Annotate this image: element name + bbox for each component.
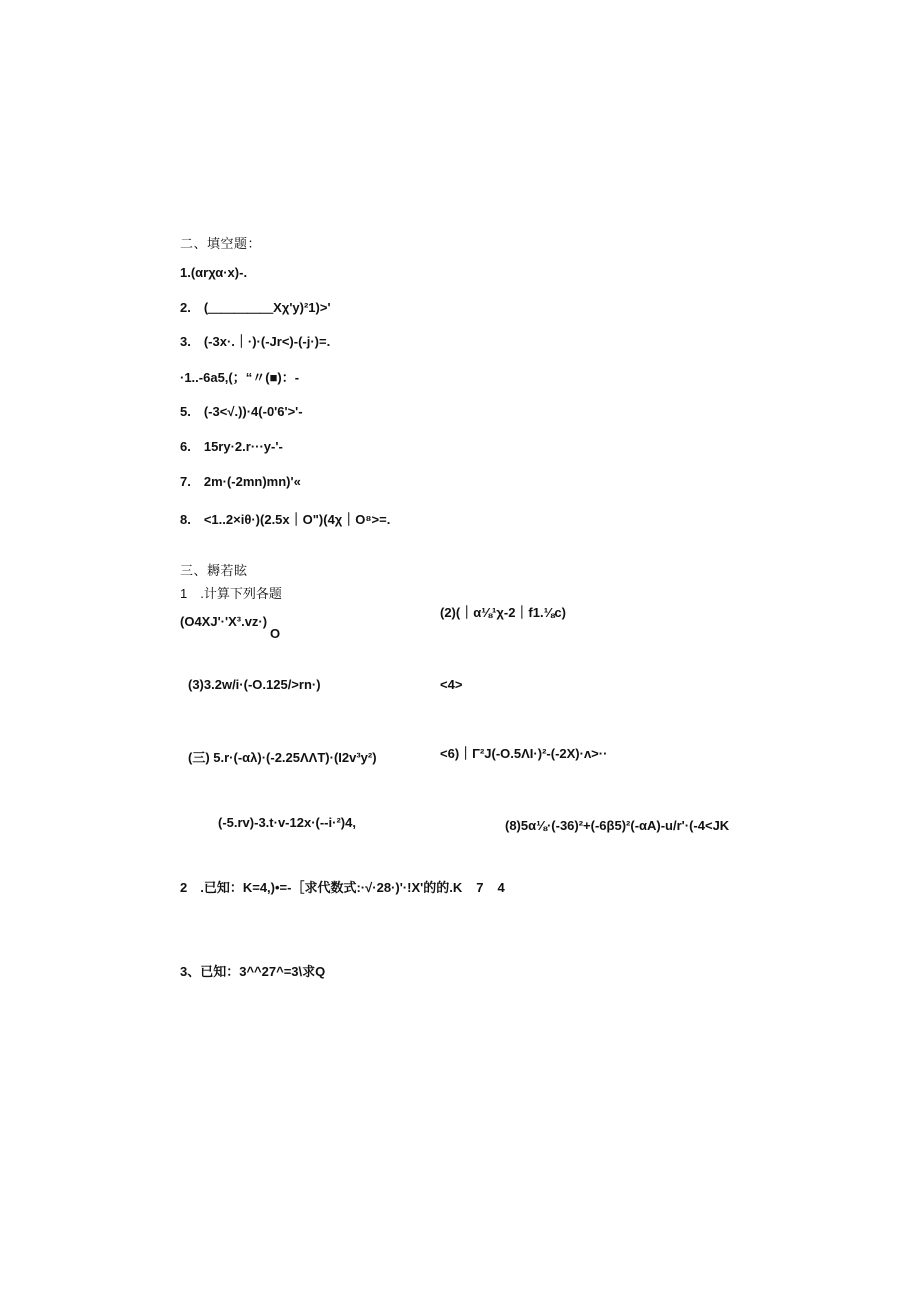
fill-item-4: ·1..-6a5,(；“〃(■)：- xyxy=(180,370,300,385)
problem-2: (2)(｜α⅛¹χ-2｜f1.⅛c) xyxy=(440,605,566,620)
section-2-heading: 二、填空题： xyxy=(180,236,262,251)
question-3: 3、已知：3^^27^=3\求Q xyxy=(180,964,326,979)
question-2-text: 2 .已知：K=4,)•=-［求代数式:·√·28·)'·!X'的的.K xyxy=(180,880,463,895)
question-2-number-a: 7 xyxy=(476,880,484,895)
fill-item-7: 7. 2m·(-2mn)mn)'« xyxy=(180,474,301,489)
fill-item-1: 1.(αrχα·x)-. xyxy=(180,265,248,280)
fill-item-6: 6. 15ry·2.r···y-'- xyxy=(180,439,283,454)
problem-1-suffix: O xyxy=(270,626,281,641)
question-2 xyxy=(180,880,505,896)
problem-8: (8)5α⅛·(-36)²+(-6β5)²(-αA)-u/r'·(-4<JK xyxy=(505,818,730,833)
section-3-heading: 三、耨若眩 xyxy=(180,563,248,578)
question-2-number-b: 4 xyxy=(497,880,505,895)
problem-7: (-5.rv)-3.t·v-12x·(--i·²)4, xyxy=(218,815,356,830)
fill-item-3: 3. (-3x·.｜·)·(-Jr<)-(-j·)=. xyxy=(180,334,331,349)
problem-5: (三) 5.r·(-αλ)·(-2.25ΛΛT)·(I2v³y²) xyxy=(188,750,377,765)
problem-6: <6)｜Γ²J(-O.5ΛI·)²-(-2X)·ʌ>·· xyxy=(440,746,608,761)
fill-item-8: 8. <1..2×iθ·)(2.5x｜O")(4χ｜O⁸>=. xyxy=(180,512,391,527)
question-1-title: 1 .计算下列各题 xyxy=(180,586,282,601)
problem-1: (O4XJ'·'X³.vz·) xyxy=(180,614,268,629)
fill-item-2: 2. (＿＿＿＿＿Xχ'y)²1)>' xyxy=(180,300,331,315)
problem-4: <4> xyxy=(440,677,463,692)
problem-3: (3)3.2w/i·(-O.125/>rn·) xyxy=(188,677,321,692)
fill-item-5: 5. (-3<√.))·4(-0'6'>'- xyxy=(180,404,303,419)
